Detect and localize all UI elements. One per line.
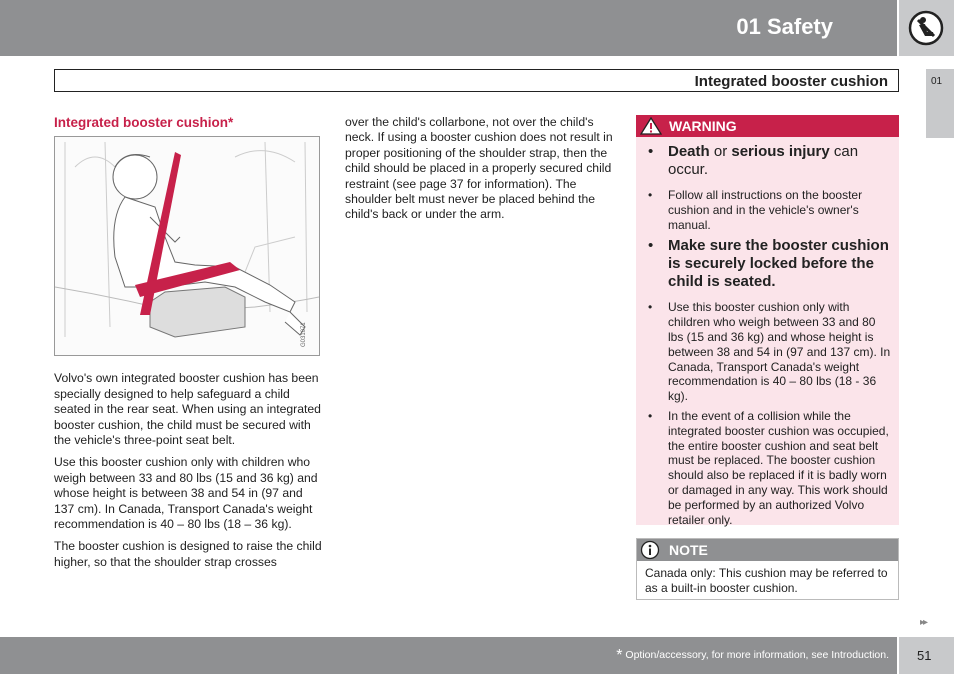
footer-bar (0, 637, 897, 674)
chapter-title: 01 Safety (736, 14, 833, 39)
column-one (54, 115, 322, 577)
column-two (345, 115, 613, 230)
chapter-side-tab[interactable] (926, 69, 954, 138)
intro-paragraph: Volvo's own integrated booster cushion has been specially designed to help safeguard a child seated in the rear seat. When using an integrated booster cushion, the child must be secured with the vehicle's three-point seat belt. (54, 371, 321, 448)
warning-header (636, 115, 899, 137)
warning-item-death: • Death or serious injury can occur. (644, 143, 891, 179)
note-header (637, 539, 898, 561)
warning-item-collision: • In the event of a collision while the integrated booster cushion was occupied, the entire booster cushion and seat belt must be replaced. The booster cushion should also be replaced if it is badly worn or damaged in any way. This work should be performed by an authorized Volvo retailer only. (644, 409, 891, 527)
footnote-text: Option/accessory, for more information, see Introduction. (625, 649, 889, 661)
warning-label: WARNING (669, 118, 737, 134)
chapter-header-bar (0, 0, 897, 56)
warning-item-locked: • Make sure the booster cushion is securely locked before the child is seated. (644, 237, 891, 291)
child-on-booster-drawing (55, 137, 319, 355)
raise-child-paragraph: The booster cushion is designed to raise the child higher, so that the shoulder strap crosses (54, 539, 322, 569)
illustration-code: G031071 (301, 322, 307, 348)
warning-list (636, 137, 899, 527)
footnote-star: * (616, 647, 623, 664)
note-label: NOTE (669, 542, 708, 558)
article-heading: Integrated booster cushion* (54, 115, 234, 130)
seatbelt-safety-icon (908, 10, 944, 46)
page-number: 51 (917, 648, 932, 663)
warning-triangle-icon (640, 117, 662, 135)
section-title: Integrated booster cushion (694, 73, 888, 90)
warning-box (636, 115, 899, 525)
info-icon (639, 540, 661, 560)
page-number-box (899, 637, 954, 674)
note-text: Canada only: This cushion may be referred to as a built-in booster cushion. (645, 566, 888, 595)
weight-paragraph: Use this booster cushion only with children who weigh between 33 and 80 lbs (15 and 36 kg) and whose height is between 38 and 54 in (97 and 137 cm). In Canada, Transport Canada's weight recommendation is 40 – 80 lbs (18 – 36 kg). (54, 455, 318, 532)
shoulder-strap-paragraph: over the child's collarbone, not over the child's neck. If using a booster cushion does not result in proper positioning of the shoulder strap, then the child should be placed in a properly secured child restraint (see page 37 for information). The shoulder belt must never be placed behind the child's back or under the arm. (345, 115, 613, 222)
footnote (616, 647, 889, 665)
booster-cushion-illustration (54, 136, 320, 356)
next-page-arrows[interactable]: ▸▸ (920, 617, 927, 628)
side-tab-label: 01 (931, 76, 943, 87)
section-header (54, 69, 899, 92)
warning-item-weight: • Use this booster cushion only with children who weigh between 33 and 80 lbs (15 and 36 kg) and whose height is between 38 and 54 in (97 and 137 cm). In Canada, Transport Canada's weight recommendation is 40 – 80 lbs (18 - 36 kg). (644, 300, 891, 404)
warning-item-follow-instructions: • Follow all instructions on the booster cushion and in the vehicle's owner's manual. (644, 188, 891, 232)
note-box (636, 538, 899, 600)
